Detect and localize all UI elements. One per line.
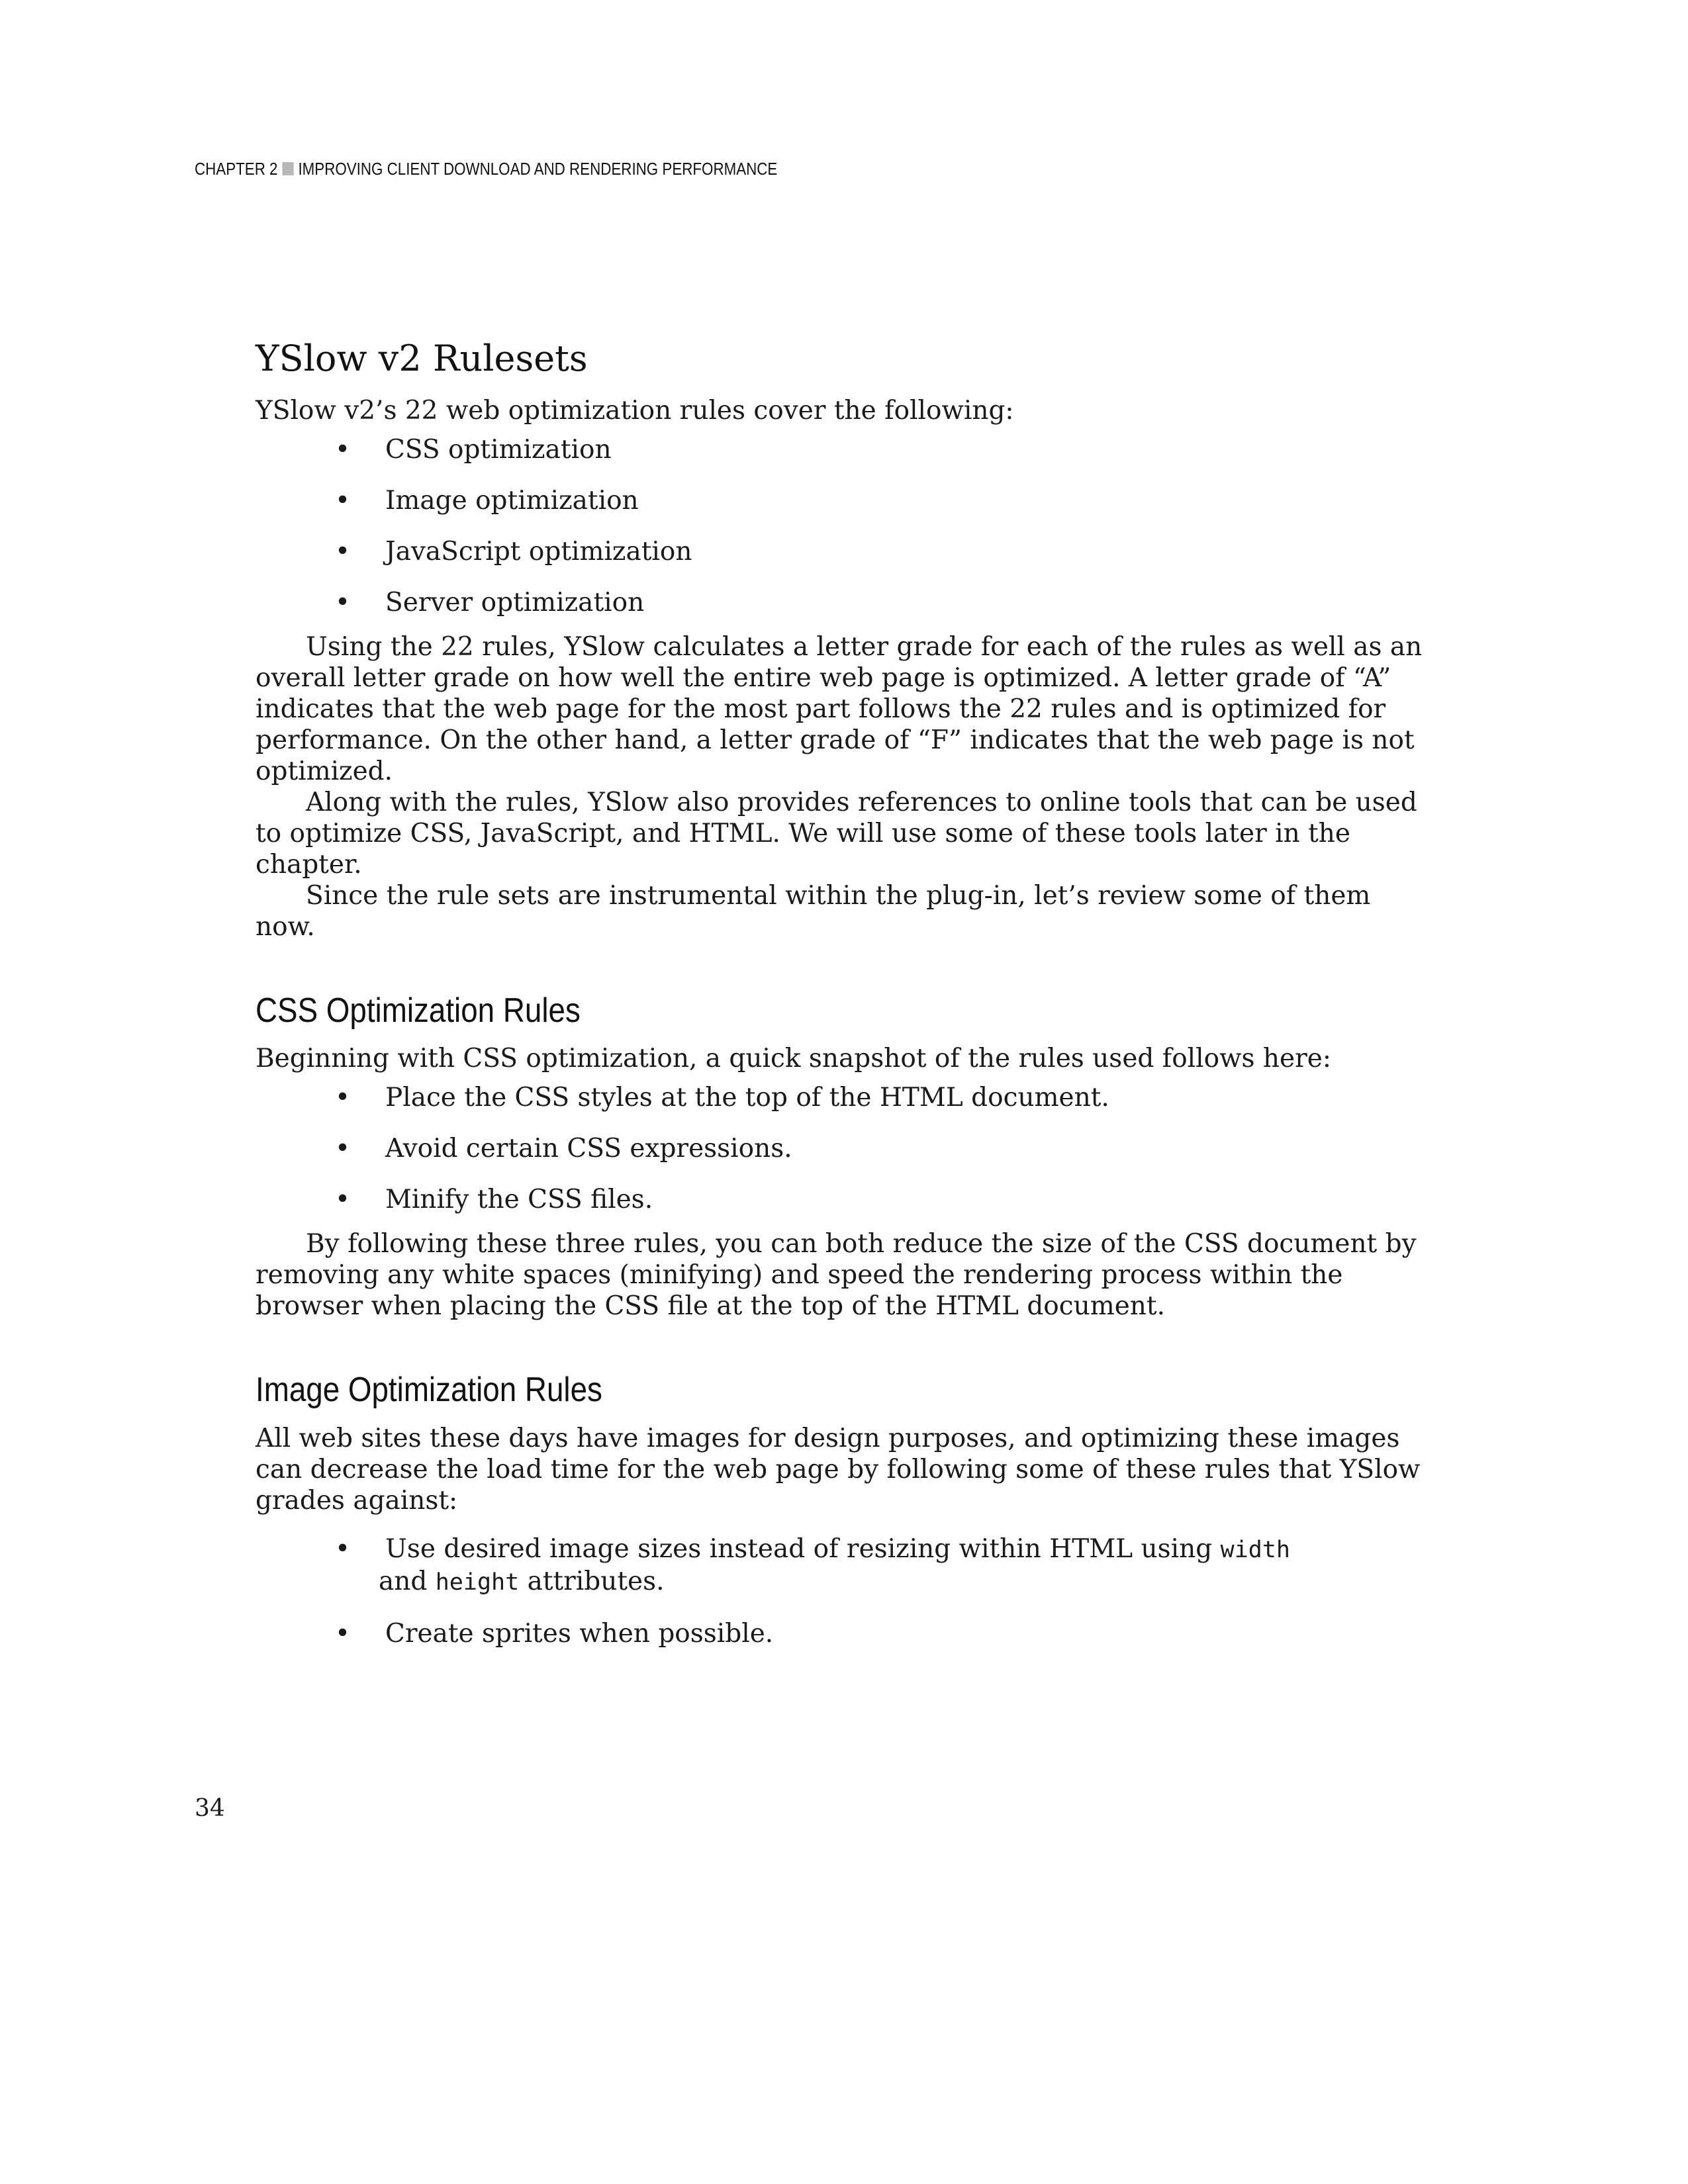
running-head [195,159,777,179]
css-rules-list [256,1082,1434,1215]
yslow-grade-paragraph: Using the 22 rules, YSlow calculates a letter grade for each of the rules as well as an overall letter grade on how well the entire web page is optimized. A letter grade of “A” indicates that the web page for the most part follows the 22 rules and is optimized for performance. On the other hand, a letter grade of “F” indicates that the web page is not optimized. [256,631,1423,786]
list-item: • Use desired image sizes instead of resizing within HTML using width and height attributes. [335,1533,1290,1596]
yslow-tools-paragraph: Along with the rules, YSlow also provides references to online tools that can be used to optimize CSS, JavaScript, and HTML. We will use some of these tools later in the chapter. [256,787,1417,880]
code-width: width [1220,1536,1290,1563]
image-intro-paragraph: All web sites these days have images for design purposes, and optimizing these images can decrease the load time for the web page by following some of these rules that YSlow grades against: [256,1423,1421,1516]
list-item: • CSS optimization [335,434,612,465]
css-intro-paragraph: Beginning with CSS optimization, a quick snapshot of the rules used follows here: [256,1044,1331,1074]
bullet-icon: • [335,1083,351,1113]
bullet-icon: • [335,1533,351,1564]
css-summary-paragraph: By following these three rules, you can both reduce the size of the CSS document by removing any white spaces (minifying) and speed the rendering process within the browser when placing the CSS file at the top of the HTML document. [256,1229,1417,1322]
page-number: 34 [195,1795,225,1822]
section-heading-yslow-rulesets: YSlow v2 Rulesets [256,338,588,379]
bullet-icon: • [335,587,351,617]
bullet-icon: • [335,1134,351,1164]
yslow-rule-categories-list [256,434,1434,618]
page-content [256,338,1434,1662]
list-item: • Server optimization [335,587,645,617]
bullet-icon: • [335,485,351,516]
running-head-title: IMPROVING CLIENT DOWNLOAD AND RENDERING PERFORMANCE [298,159,778,179]
bullet-icon: • [335,434,351,465]
running-head-chapter: CHAPTER 2 [195,159,278,179]
bullet-icon: • [335,536,351,567]
yslow-intro-paragraph: YSlow v2’s 22 web optimization rules cover the following: [256,395,1014,426]
bullet-icon: • [335,1618,351,1649]
code-height: height [435,1569,520,1596]
list-item: • Avoid certain CSS expressions. [335,1134,792,1164]
section-heading-css-optimization: CSS Optimization Rules [256,991,581,1030]
list-item: • Create sprites when possible. [335,1618,774,1649]
list-item: • Place the CSS styles at the top of the HTML document. [335,1083,1109,1113]
list-item: • Minify the CSS files. [335,1185,653,1215]
square-separator-icon [282,162,293,175]
list-item: • JavaScript optimization [335,536,692,567]
bullet-icon: • [335,1185,351,1215]
section-heading-image-optimization: Image Optimization Rules [256,1371,602,1410]
image-rules-list [256,1533,1434,1649]
list-item: • Image optimization [335,485,639,516]
yslow-review-paragraph: Since the rule sets are instrumental within the plug-in, let’s review some of them now. [256,880,1371,942]
